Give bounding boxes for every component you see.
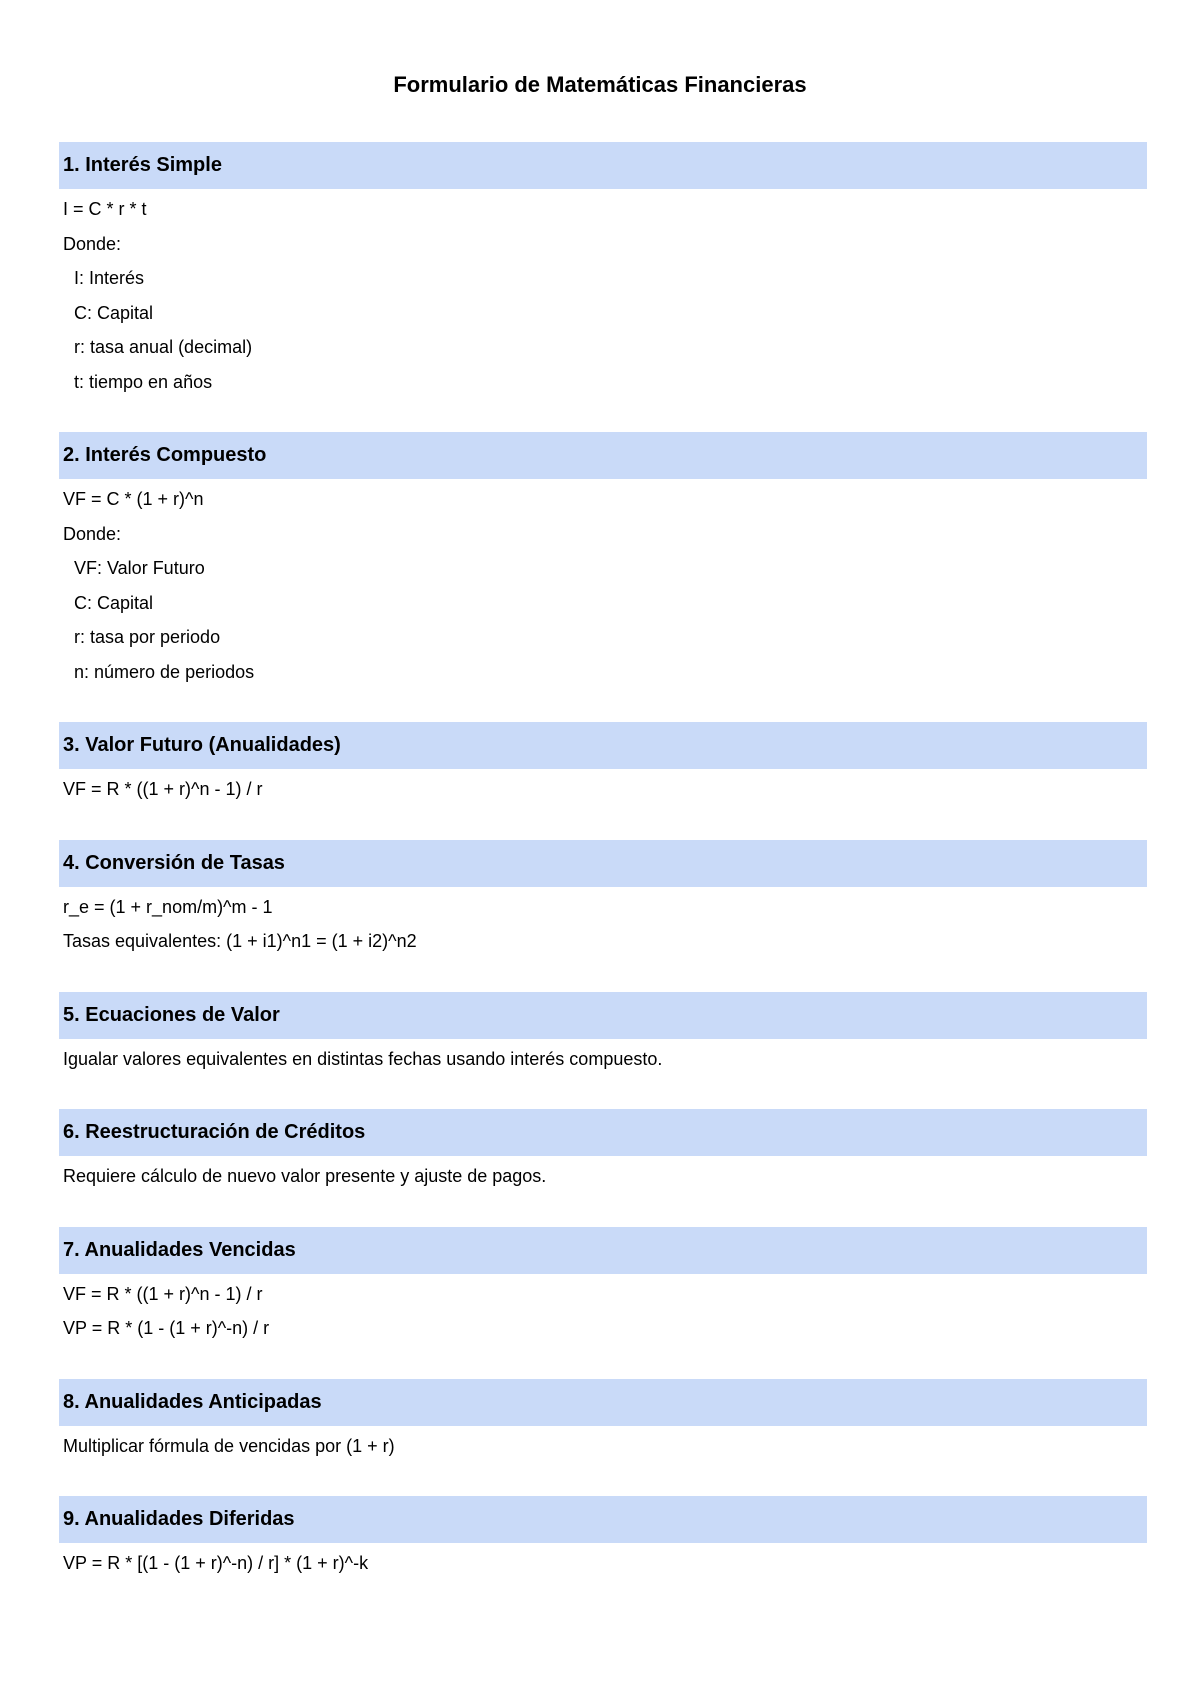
- formula-section: [59, 840, 1147, 959]
- formula-line: Requiere cálculo de nuevo valor presente y ajuste de pagos.: [63, 1166, 547, 1186]
- variable-definition: VF: Valor Futuro: [74, 558, 205, 578]
- formula-line: Donde:: [63, 523, 122, 544]
- section-heading: 5. Ecuaciones de Valor: [59, 992, 1147, 1039]
- section-heading: 1. Interés Simple: [59, 142, 1147, 189]
- variable-definition: r: tasa anual (decimal): [74, 337, 253, 357]
- variable-definition: r: tasa por periodo: [74, 627, 221, 647]
- formula-section: [59, 432, 1147, 689]
- formula-line: VF = C * (1 + r)^n: [63, 489, 204, 509]
- variable-definition: n: número de periodos: [74, 661, 255, 682]
- formula-line: Igualar valores equivalentes en distintas fechas usando interés compuesto.: [63, 1048, 663, 1069]
- formula-line: I = C * r * t: [63, 199, 147, 219]
- variable-definition: C: Capital: [74, 302, 154, 323]
- formula-section: [59, 992, 1147, 1077]
- section-body: [59, 192, 1147, 399]
- formula-section: [59, 142, 1147, 399]
- variable-definition: I: Interés: [74, 268, 145, 288]
- section-heading: 4. Conversión de Tasas: [59, 840, 1147, 887]
- section-body: [59, 1546, 1147, 1581]
- formula-line: VF = R * ((1 + r)^n - 1) / r: [63, 1283, 263, 1304]
- formula-line: VP = R * [(1 - (1 + r)^-n) / r] * (1 + r)^-k: [63, 1553, 369, 1573]
- section-heading: 2. Interés Compuesto: [59, 432, 1147, 479]
- sections-container: [59, 142, 1147, 1614]
- formula-section: [59, 722, 1147, 807]
- section-body: [59, 772, 1147, 807]
- formula-section: [59, 1227, 1147, 1346]
- section-heading: 8. Anualidades Anticipadas: [59, 1379, 1147, 1426]
- formula-line: Tasas equivalentes: (1 + i1)^n1 = (1 + i2)^n2: [63, 931, 417, 951]
- formula-section: [59, 1109, 1147, 1194]
- variable-definition: t: tiempo en años: [74, 371, 213, 392]
- section-heading: 7. Anualidades Vencidas: [59, 1227, 1147, 1274]
- section-body: [59, 1159, 1147, 1194]
- section-body: [59, 1277, 1147, 1346]
- variable-definition: C: Capital: [74, 592, 154, 613]
- formula-line: Donde:: [63, 233, 122, 254]
- formula-line: VP = R * (1 - (1 + r)^-n) / r: [63, 1318, 270, 1338]
- formula-line: r_e = (1 + r_nom/m)^m - 1: [63, 896, 273, 917]
- page-title: Formulario de Matemáticas Financieras: [393, 72, 807, 97]
- section-heading: 9. Anualidades Diferidas: [59, 1496, 1147, 1543]
- formula-line: VF = R * ((1 + r)^n - 1) / r: [63, 779, 263, 799]
- section-heading: 3. Valor Futuro (Anualidades): [59, 722, 1147, 769]
- section-body: [59, 890, 1147, 959]
- formula-line: Multiplicar fórmula de vencidas por (1 + r): [63, 1435, 395, 1456]
- formula-section: [59, 1379, 1147, 1464]
- section-body: [59, 1429, 1147, 1464]
- formula-section: [59, 1496, 1147, 1581]
- section-heading: 6. Reestructuración de Créditos: [59, 1109, 1147, 1156]
- section-body: [59, 1042, 1147, 1077]
- section-body: [59, 482, 1147, 689]
